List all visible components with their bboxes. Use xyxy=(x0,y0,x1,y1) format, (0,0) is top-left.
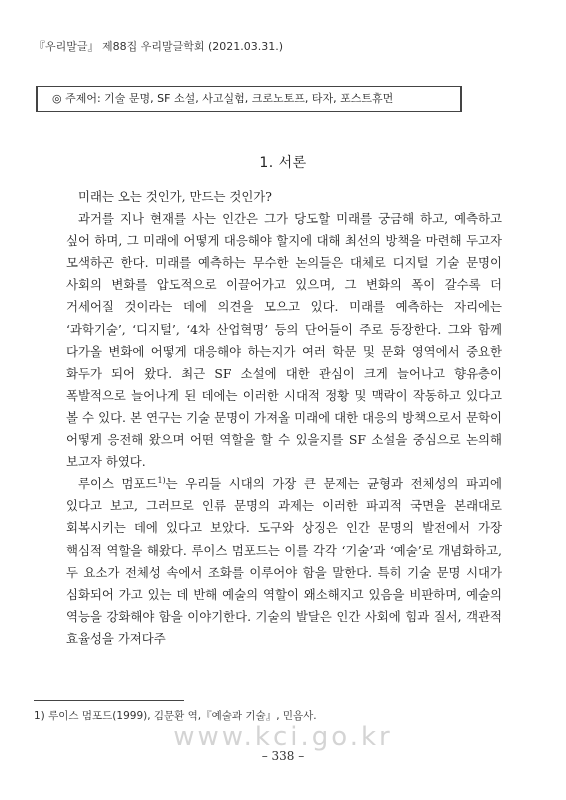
author-name: 루이스 멈포드 xyxy=(78,476,158,492)
journal-header: 『우리말글』 제88집 우리말글학회 (2021.03.31.) xyxy=(34,40,284,53)
paragraph-question: 미래는 오는 것인가, 만드는 것인가? xyxy=(78,189,272,204)
paragraph-mumford-text: 는 우리들 시대의 가장 큰 문제는 균형과 전체성의 파괴에 있다고 보고, 그러므로 인류 문명의 과제는 이러한 파괴적 국면을 본래대로 회복시키는 데에 있다고 보았다. 도구와 상징은 인간 문명의 발전에서 가장 핵심적 역할을 해왔다. 루이스 멈포드는 이를 각각 ‘기술’과 ‘예술’로 개념화하고, 두 요소가 전체성 속에서 조화를 이루어야 함을 말한다. 특히 기술 문명 시대가 심화되어 가고 있는 데 반해 예술의 역할이 왜소해지고 있음을 비판하며, 예술의 역능을 강화해야 함을 이야기한다. 기술의 발달은 인간 사회에 힘과 질서, 객관적 효율성을 가져다주 xyxy=(66,476,502,646)
page-number: – 338 – xyxy=(261,749,305,763)
paragraph-mumford xyxy=(66,473,502,650)
watermark: www.kci.go.kr xyxy=(173,722,393,752)
keywords-box: ◎ 주제어: 기술 문명, SF 소설, 사고실험, 크로노토프, 타자, 포스트휴먼 xyxy=(36,86,462,112)
footnote-rule xyxy=(34,700,184,701)
section-title: 1. 서론 xyxy=(259,155,307,171)
footnote-ref[interactable]: 1) xyxy=(157,476,166,486)
paragraph-intro: 과거를 지나 현재를 사는 인간은 그가 당도할 미래를 궁금해 하고, 예측하고 싶어 하며, 그 미래에 어떻게 대응해야 할지에 대해 최선의 방책을 마련해 두고자 모색하곤 한다. 미래를 예측하는 무수한 논의들은 대체로 디지털 기술 문명이 사회의 변화를 압도적으로 이끌어가고 있으며, 그 변화의 폭이 갈수록 더 거세어질 것이라는 데에 의견을 모으고 있다. 미래를 예측하는 자리에는 ‘과학기술’, ‘디지털’, ‘4차 산업혁명’ 등의 단어들이 주로 등장한다. 그와 함께 다가올 변화에 어떻게 대응해야 하는지가 여러 학문 및 문화 영역에서 중요한 화두가 되어 왔다. 최근 SF 소설에 대한 관심이 크게 늘어나고 향유층이 폭발적으로 늘어나게 된 데에는 이러한 시대적 정황 및 맥락이 작동하고 있다고 볼 수 있다. 본 연구는 기술 문명이 가져올 미래에 대한 대응의 방책으로서 문학이 어떻게 응전해 왔으며 어떤 역할을 할 수 있을지를 SF 소설을 중심으로 논의해 보고자 하였다. xyxy=(66,211,502,470)
body-text xyxy=(66,186,502,650)
footnote: 1) 루이스 멈포드(1999), 김문환 역,『예술과 기술』, 민음사. xyxy=(34,710,317,722)
